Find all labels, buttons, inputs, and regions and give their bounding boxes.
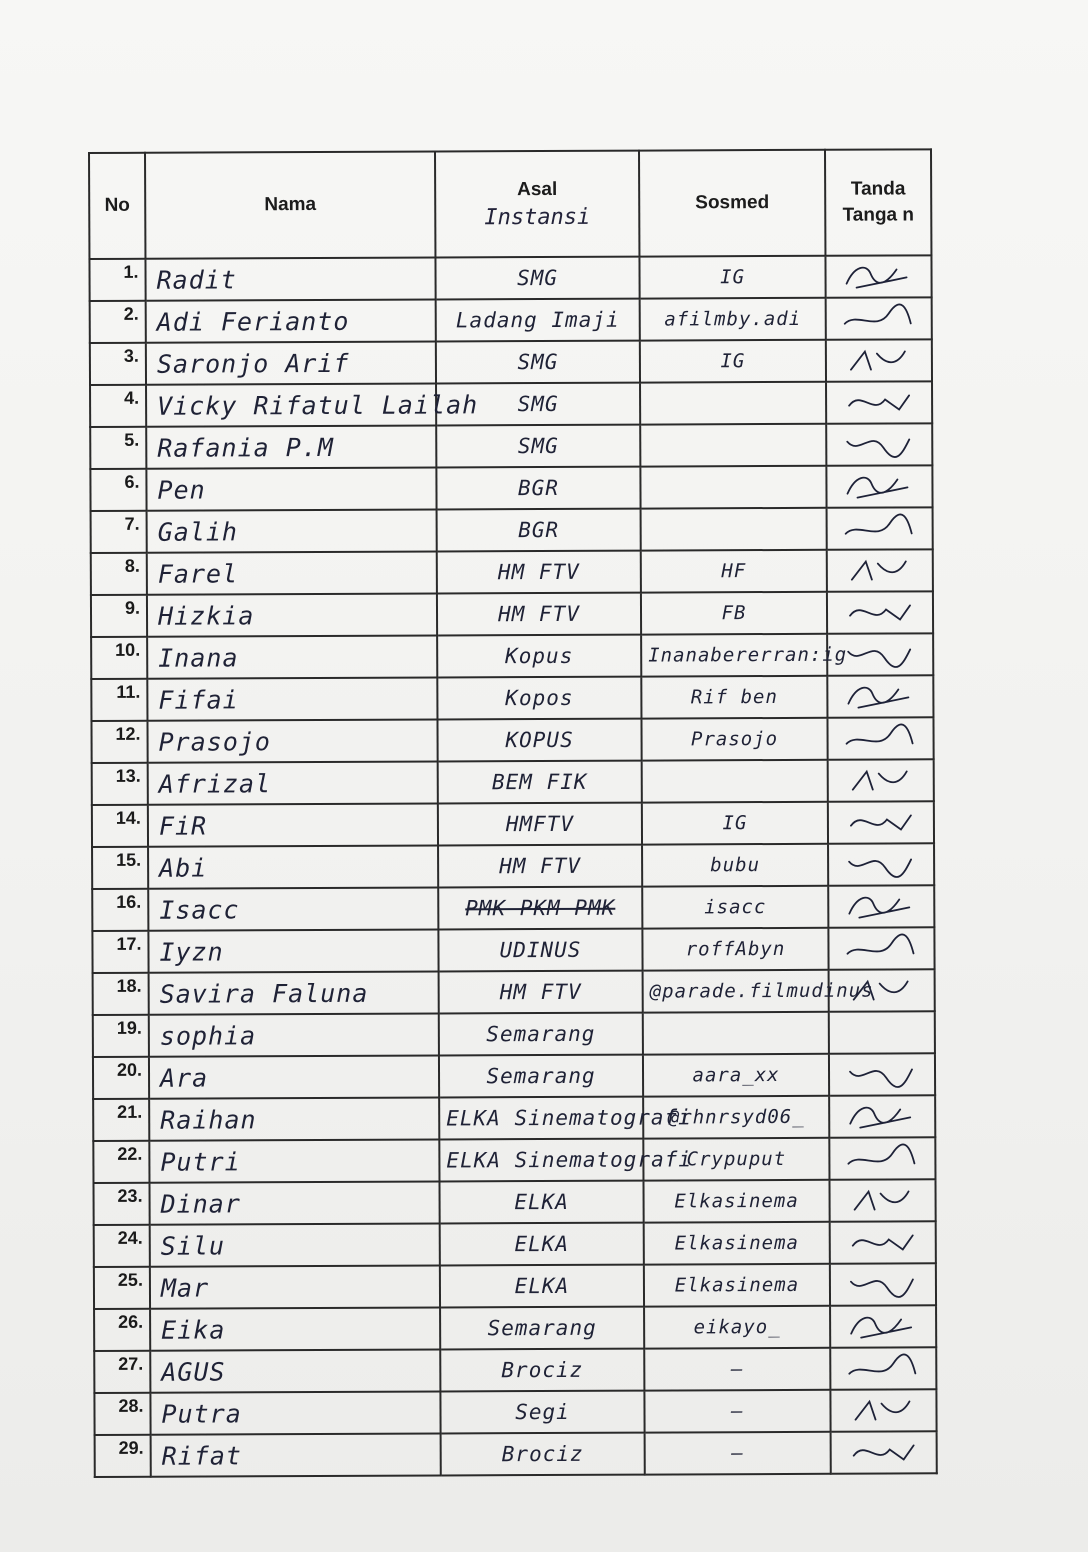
signature-stroke <box>847 267 907 287</box>
row-asal-instansi: BGR <box>437 509 641 552</box>
row-tanda-tangan <box>830 1347 936 1389</box>
row-number: 14. <box>92 805 148 847</box>
row-nama: Mar <box>150 1265 440 1308</box>
row-number: 28. <box>94 1393 150 1435</box>
row-tanda-tangan <box>828 843 934 885</box>
table-row <box>91 507 933 553</box>
table-row <box>92 885 934 931</box>
row-nama: Dinar <box>149 1181 439 1224</box>
header-nama: Nama <box>145 151 435 258</box>
row-nama: Ara <box>149 1055 439 1098</box>
row-sosmed: roffAbyn <box>642 928 828 971</box>
table-row <box>91 633 933 679</box>
table-row <box>92 801 934 847</box>
row-tanda-tangan <box>827 507 933 549</box>
signature-mark <box>837 427 921 461</box>
row-tanda-tangan <box>826 381 932 423</box>
signature-mark <box>840 1057 924 1091</box>
row-nama: Galih <box>147 509 437 552</box>
signature-mark <box>838 595 922 629</box>
attendance-table <box>88 148 936 1471</box>
row-tanda-tangan <box>829 1095 935 1137</box>
row-nama: Fifai <box>147 677 437 720</box>
row-asal-instansi: Segi <box>440 1391 644 1434</box>
row-sosmed: isacc <box>642 886 828 929</box>
table-row <box>93 969 935 1015</box>
row-asal-instansi: SMG <box>436 341 640 384</box>
row-number: 9. <box>91 595 147 637</box>
signature-stroke <box>848 649 910 667</box>
row-tanda-tangan <box>829 1053 935 1095</box>
table-row <box>91 675 933 721</box>
row-sosmed: IG <box>639 256 825 299</box>
signature-mark <box>840 1141 924 1175</box>
row-nama: Silu <box>150 1223 440 1266</box>
signature-mark <box>841 1225 925 1259</box>
row-number: 15. <box>92 847 148 889</box>
row-sosmed: Rif ben <box>641 676 827 719</box>
row-asal-instansi: Semarang <box>439 1013 643 1056</box>
row-number: 29. <box>95 1435 151 1477</box>
row-number: 12. <box>91 721 147 763</box>
table-row <box>90 381 932 427</box>
row-tanda-tangan <box>830 1221 936 1263</box>
signature-mark <box>837 385 921 419</box>
signature-mark <box>840 1099 924 1133</box>
table-row <box>94 1305 936 1351</box>
row-sosmed: HF <box>641 550 827 593</box>
row-tanda-tangan <box>831 1431 937 1473</box>
row-nama: Farel <box>147 551 437 594</box>
table-row <box>91 591 933 637</box>
row-number: 7. <box>91 511 147 553</box>
signature-mark <box>842 1435 926 1469</box>
table-row <box>93 1095 935 1141</box>
row-tanda-tangan <box>828 801 934 843</box>
row-number: 18. <box>93 973 149 1015</box>
signature-stroke <box>850 1069 912 1087</box>
table-row <box>94 1389 936 1435</box>
row-nama: Pen <box>146 467 436 510</box>
row-tanda-tangan <box>828 759 934 801</box>
table-row <box>95 1431 937 1477</box>
signature-mark <box>841 1183 925 1217</box>
row-sosmed: FB <box>641 592 827 635</box>
row-tanda-tangan <box>829 1137 935 1179</box>
row-sosmed: Prasojo <box>641 718 827 761</box>
row-nama: Adi Ferianto <box>146 299 436 342</box>
row-number: 11. <box>91 679 147 721</box>
table-row <box>93 1011 935 1057</box>
signature-mark <box>838 511 922 545</box>
row-sosmed: aara_xx <box>643 1054 829 1097</box>
row-asal-instansi: Brociz <box>440 1349 644 1392</box>
row-nama: Putri <box>149 1139 439 1182</box>
signature-mark <box>839 847 923 881</box>
row-nama: Raihan <box>149 1097 439 1140</box>
row-asal-instansi: HM FTV <box>438 845 642 888</box>
row-number: 1. <box>89 259 145 301</box>
row-asal-instansi: PMK PKM PMK <box>438 887 642 930</box>
row-nama: Afrizal <box>148 761 438 804</box>
row-tanda-tangan <box>828 927 934 969</box>
header-asal-handwritten: Instansi <box>484 204 591 231</box>
signature-stroke <box>855 1401 909 1419</box>
signature-mark <box>839 763 923 797</box>
signature-mark <box>841 1309 925 1343</box>
row-nama: Radit <box>145 257 435 300</box>
signature-mark <box>839 931 923 965</box>
table-row <box>94 1347 936 1393</box>
table-row <box>91 549 933 595</box>
row-sosmed <box>640 424 826 467</box>
table-row <box>92 759 934 805</box>
row-asal-instansi: ELKA <box>439 1181 643 1224</box>
signature-stroke <box>847 724 913 743</box>
row-asal-instansi: BGR <box>436 467 640 510</box>
row-number: 10. <box>91 637 147 679</box>
signature-mark <box>838 553 922 587</box>
row-sosmed: IG <box>640 340 826 383</box>
row-number: 22. <box>93 1141 149 1183</box>
row-asal-instansi: ELKA <box>440 1223 644 1266</box>
row-tanda-tangan <box>826 339 932 381</box>
row-nama: Vicky Rifatul Lailah <box>146 383 436 426</box>
row-asal-instansi: HM FTV <box>437 593 641 636</box>
row-sosmed <box>640 466 826 509</box>
row-asal-instansi: HM FTV <box>437 551 641 594</box>
row-asal-instansi: Kopus <box>437 635 641 678</box>
row-nama: Prasojo <box>147 719 437 762</box>
row-number: 20. <box>93 1057 149 1099</box>
signature-stroke <box>850 605 910 619</box>
signature-stroke <box>850 1107 910 1127</box>
signature-stroke <box>848 1144 914 1163</box>
row-sosmed: bubu <box>642 844 828 887</box>
signature-stroke <box>848 687 908 707</box>
row-sosmed: @rhnrsyd06_ <box>643 1096 829 1139</box>
table-row <box>93 1137 935 1183</box>
row-asal-instansi: ELKA Sinematografi <box>439 1097 643 1140</box>
signature-stroke <box>847 934 913 953</box>
signature-mark <box>839 889 923 923</box>
row-asal-instansi: KOPUS <box>437 719 641 762</box>
signature-stroke <box>851 351 905 369</box>
row-asal-instansi: Semarang <box>439 1055 643 1098</box>
row-tanda-tangan <box>827 675 933 717</box>
row-tanda-tangan <box>830 1263 936 1305</box>
signature-mark <box>841 1351 925 1385</box>
row-tanda-tangan <box>825 255 931 297</box>
signature-mark <box>837 343 921 377</box>
row-tanda-tangan <box>827 717 933 759</box>
table-row <box>93 1179 935 1225</box>
row-nama: Abi <box>148 845 438 888</box>
header-tanda-tangan: Tanda Tanga n <box>825 149 931 255</box>
row-tanda-tangan <box>829 1179 935 1221</box>
signature-stroke <box>845 304 911 323</box>
signature-mark <box>841 1267 925 1301</box>
row-number: 5. <box>90 427 146 469</box>
header-row <box>89 149 931 259</box>
row-sosmed <box>642 760 828 803</box>
row-tanda-tangan <box>826 423 932 465</box>
row-number: 26. <box>94 1309 150 1351</box>
table-row <box>90 465 932 511</box>
row-nama: Inana <box>147 635 437 678</box>
row-number: 13. <box>92 763 148 805</box>
signature-stroke <box>851 1317 911 1337</box>
signature-stroke <box>852 561 906 579</box>
row-tanda-tangan <box>827 549 933 591</box>
row-asal-instansi: SMG <box>435 257 639 300</box>
row-asal-instansi: ELKA Sinematografi <box>439 1139 643 1182</box>
row-sosmed: eikayo_ <box>644 1306 830 1349</box>
signature-mark <box>838 637 922 671</box>
table-row <box>93 1053 935 1099</box>
row-sosmed: Crypuput <box>643 1138 829 1181</box>
row-nama: Rafania P.M <box>146 425 436 468</box>
row-asal-instansi: HM FTV <box>439 971 643 1014</box>
row-number: 3. <box>90 343 146 385</box>
row-sosmed: Elkasinema <box>644 1264 830 1307</box>
row-number: 24. <box>94 1225 150 1267</box>
table-row <box>90 297 932 343</box>
signature-mark <box>838 679 922 713</box>
row-asal-instansi: Brociz <box>441 1433 645 1476</box>
row-nama: FiR <box>148 803 438 846</box>
row-number: 19. <box>93 1015 149 1057</box>
signature-mark <box>837 469 921 503</box>
row-sosmed: Inanabererran:ig <box>641 634 827 677</box>
signature-stroke <box>847 477 907 497</box>
row-nama: AGUS <box>150 1349 440 1392</box>
row-sosmed: Elkasinema <box>643 1180 829 1223</box>
row-asal-instansi: Semarang <box>440 1307 644 1350</box>
row-nama: Hizkia <box>147 593 437 636</box>
table-row <box>90 423 932 469</box>
signature-stroke <box>851 815 911 829</box>
row-tanda-tangan <box>826 465 932 507</box>
header-no: No <box>89 153 145 259</box>
row-nama: Savira Faluna <box>149 971 439 1014</box>
row-nama: Saronjo Arif <box>146 341 436 384</box>
signature-stroke <box>853 1235 913 1249</box>
header-asal <box>435 151 639 258</box>
row-tanda-tangan <box>829 1011 935 1053</box>
row-asal-instansi: Ladang Imaji <box>436 299 640 342</box>
signature-stroke <box>849 395 909 409</box>
row-asal-instansi: ELKA <box>440 1265 644 1308</box>
row-nama: sophia <box>149 1013 439 1056</box>
row-tanda-tangan <box>828 885 934 927</box>
row-sosmed: — <box>644 1348 830 1391</box>
row-number: 25. <box>94 1267 150 1309</box>
signature-stroke <box>851 1279 913 1297</box>
row-number: 8. <box>91 553 147 595</box>
header-sosmed: Sosmed <box>639 150 825 257</box>
row-nama: Putra <box>150 1391 440 1434</box>
row-number: 17. <box>92 931 148 973</box>
row-sosmed: — <box>644 1390 830 1433</box>
row-tanda-tangan <box>827 591 933 633</box>
row-nama: Isacc <box>148 887 438 930</box>
row-sosmed <box>643 1012 829 1055</box>
row-asal-instansi: SMG <box>436 383 640 426</box>
signature-mark <box>836 259 920 293</box>
signature-stroke <box>847 439 909 457</box>
row-number: 27. <box>94 1351 150 1393</box>
row-nama: Eika <box>150 1307 440 1350</box>
signature-mark <box>841 1393 925 1427</box>
row-sosmed: Elkasinema <box>644 1222 830 1265</box>
row-tanda-tangan <box>826 297 932 339</box>
signature-mark <box>839 805 923 839</box>
row-asal-instansi: UDINUS <box>438 929 642 972</box>
signature-mark <box>838 721 922 755</box>
row-sosmed: — <box>645 1432 831 1475</box>
signature-stroke <box>853 771 907 789</box>
row-asal-instansi: HMFTV <box>438 803 642 846</box>
signature-stroke <box>854 1445 914 1459</box>
table-row <box>92 927 934 973</box>
row-number: 2. <box>90 301 146 343</box>
row-tanda-tangan <box>830 1389 936 1431</box>
row-sosmed: afilmby.adi <box>640 298 826 341</box>
row-asal-instansi: SMG <box>436 425 640 468</box>
row-number: 6. <box>90 469 146 511</box>
table-row <box>92 843 934 889</box>
row-sosmed <box>640 382 826 425</box>
table-row <box>91 717 933 763</box>
row-asal-instansi: BEM FIK <box>438 761 642 804</box>
signature-mark <box>837 301 921 335</box>
table-row <box>89 255 931 301</box>
signature-stroke <box>849 1354 915 1373</box>
row-sosmed: @parade.filmudinus <box>643 970 829 1013</box>
row-nama: Iyzn <box>148 929 438 972</box>
signature-stroke <box>846 514 912 533</box>
row-sosmed <box>641 508 827 551</box>
signature-stroke <box>849 859 911 877</box>
row-number: 23. <box>93 1183 149 1225</box>
table-row <box>94 1221 936 1267</box>
row-nama: Rifat <box>151 1433 441 1476</box>
table-row <box>94 1263 936 1309</box>
row-number: 16. <box>92 889 148 931</box>
row-asal-instansi: Kopos <box>437 677 641 720</box>
row-sosmed: IG <box>642 802 828 845</box>
row-number: 4. <box>90 385 146 427</box>
signature-stroke <box>855 1191 909 1209</box>
header-asal-label: Asal <box>517 178 558 201</box>
signature-stroke <box>849 897 909 917</box>
row-tanda-tangan <box>830 1305 936 1347</box>
table-row <box>90 339 932 385</box>
row-number: 21. <box>93 1099 149 1141</box>
